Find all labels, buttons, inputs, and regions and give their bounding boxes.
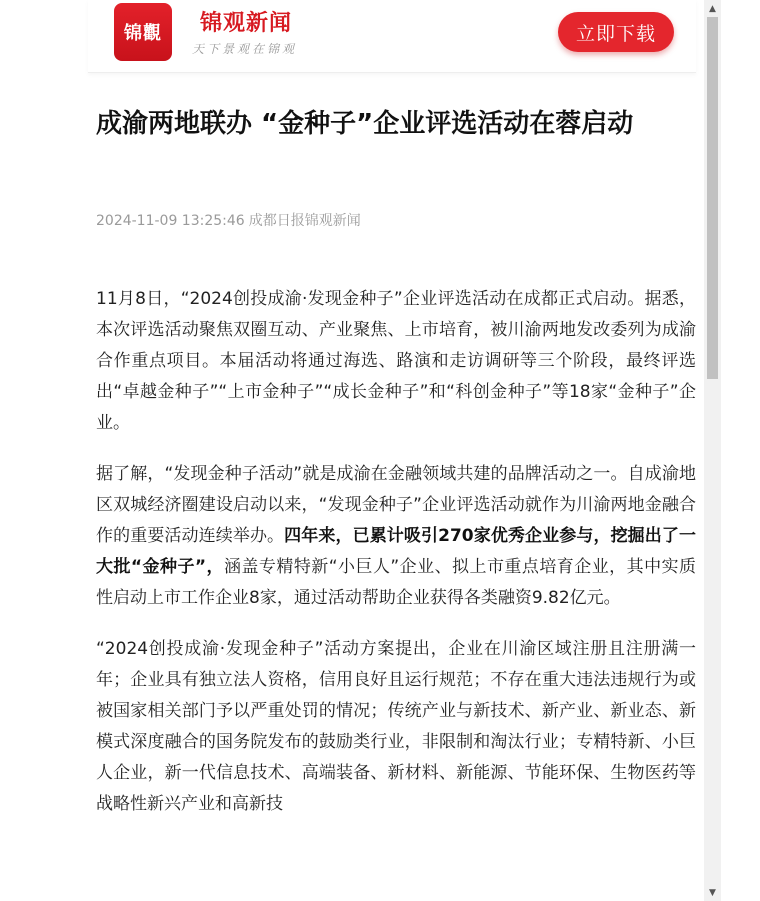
window-margin	[721, 0, 760, 901]
brand-name: 锦观新闻	[200, 11, 293, 36]
article-source: 成都日报锦观新闻	[248, 213, 361, 229]
app-header	[88, 0, 696, 73]
article-datetime: 2024-11-09 13:25:46	[96, 213, 245, 229]
article-meta	[96, 210, 365, 230]
brand-slogan: 天下景观在锦观	[192, 42, 298, 56]
paragraph-3: “2024创投成渝·发现金种子”活动方案提出，企业在川渝区域注册且注册满一年；企业具有独立法人资格，信用良好且运行规范；不存在重大违法违规行为或被国家相关部门予以严重处罚的情况；传统产业与新技术、新产业、新业态、新模式深度融合的国务院发布的鼓励类行业，非限制和淘汰行业；专精特新、小巨人企业，新一代信息技术、高端装备、新材料、新能源、节能环保、生物医药等战略性新兴产业和高新技	[96, 639, 696, 814]
scroll-up-arrow-icon[interactable]: ▲	[709, 3, 716, 14]
vertical-scrollbar[interactable]	[704, 0, 721, 901]
paragraph-2-highlight: 四年来，已累计吸引270家优秀企业参与，挖掘出了一大批“金种子”，	[96, 526, 696, 577]
article-title: 成渝两地联办 “金种子”企业评选活动在蓉启动	[96, 109, 634, 139]
download-button[interactable]: 立即下载	[558, 12, 674, 52]
scroll-thumb[interactable]	[707, 17, 718, 379]
article-body	[96, 284, 696, 840]
paragraph-2-text-b: 涵盖专精特新“小巨人”企业、拟上市重点培育企业，其中实质性启动上市工作企业8家，通过活动帮助企业获得各类融资9.82亿元。	[96, 557, 696, 608]
paragraph-1: 11月8日，“2024创投成渝·发现金种子”企业评选活动在成都正式启动。据悉，本次评选活动聚焦双圈互动、产业聚焦、上市培育，被川渝两地发改委列为成渝合作重点项目。本届活动将通过海选、路演和走访调研等三个阶段，最终评选出“卓越金种子”“上市金种子”“成长金种子”和“科创金种子”等18家“金种子”企业。	[96, 289, 696, 433]
app-logo[interactable]: 锦觀	[114, 3, 172, 61]
scroll-down-arrow-icon[interactable]: ▼	[709, 887, 716, 898]
paragraph-2	[96, 459, 696, 614]
paragraph-2-text-a: 据了解，“发现金种子活动”就是成渝在金融领域共建的品牌活动之一。自成渝地区双城经济圈建设启动以来，“发现金种子”企业评选活动就作为川渝两地金融合作的重要活动连续举办。	[96, 464, 696, 546]
